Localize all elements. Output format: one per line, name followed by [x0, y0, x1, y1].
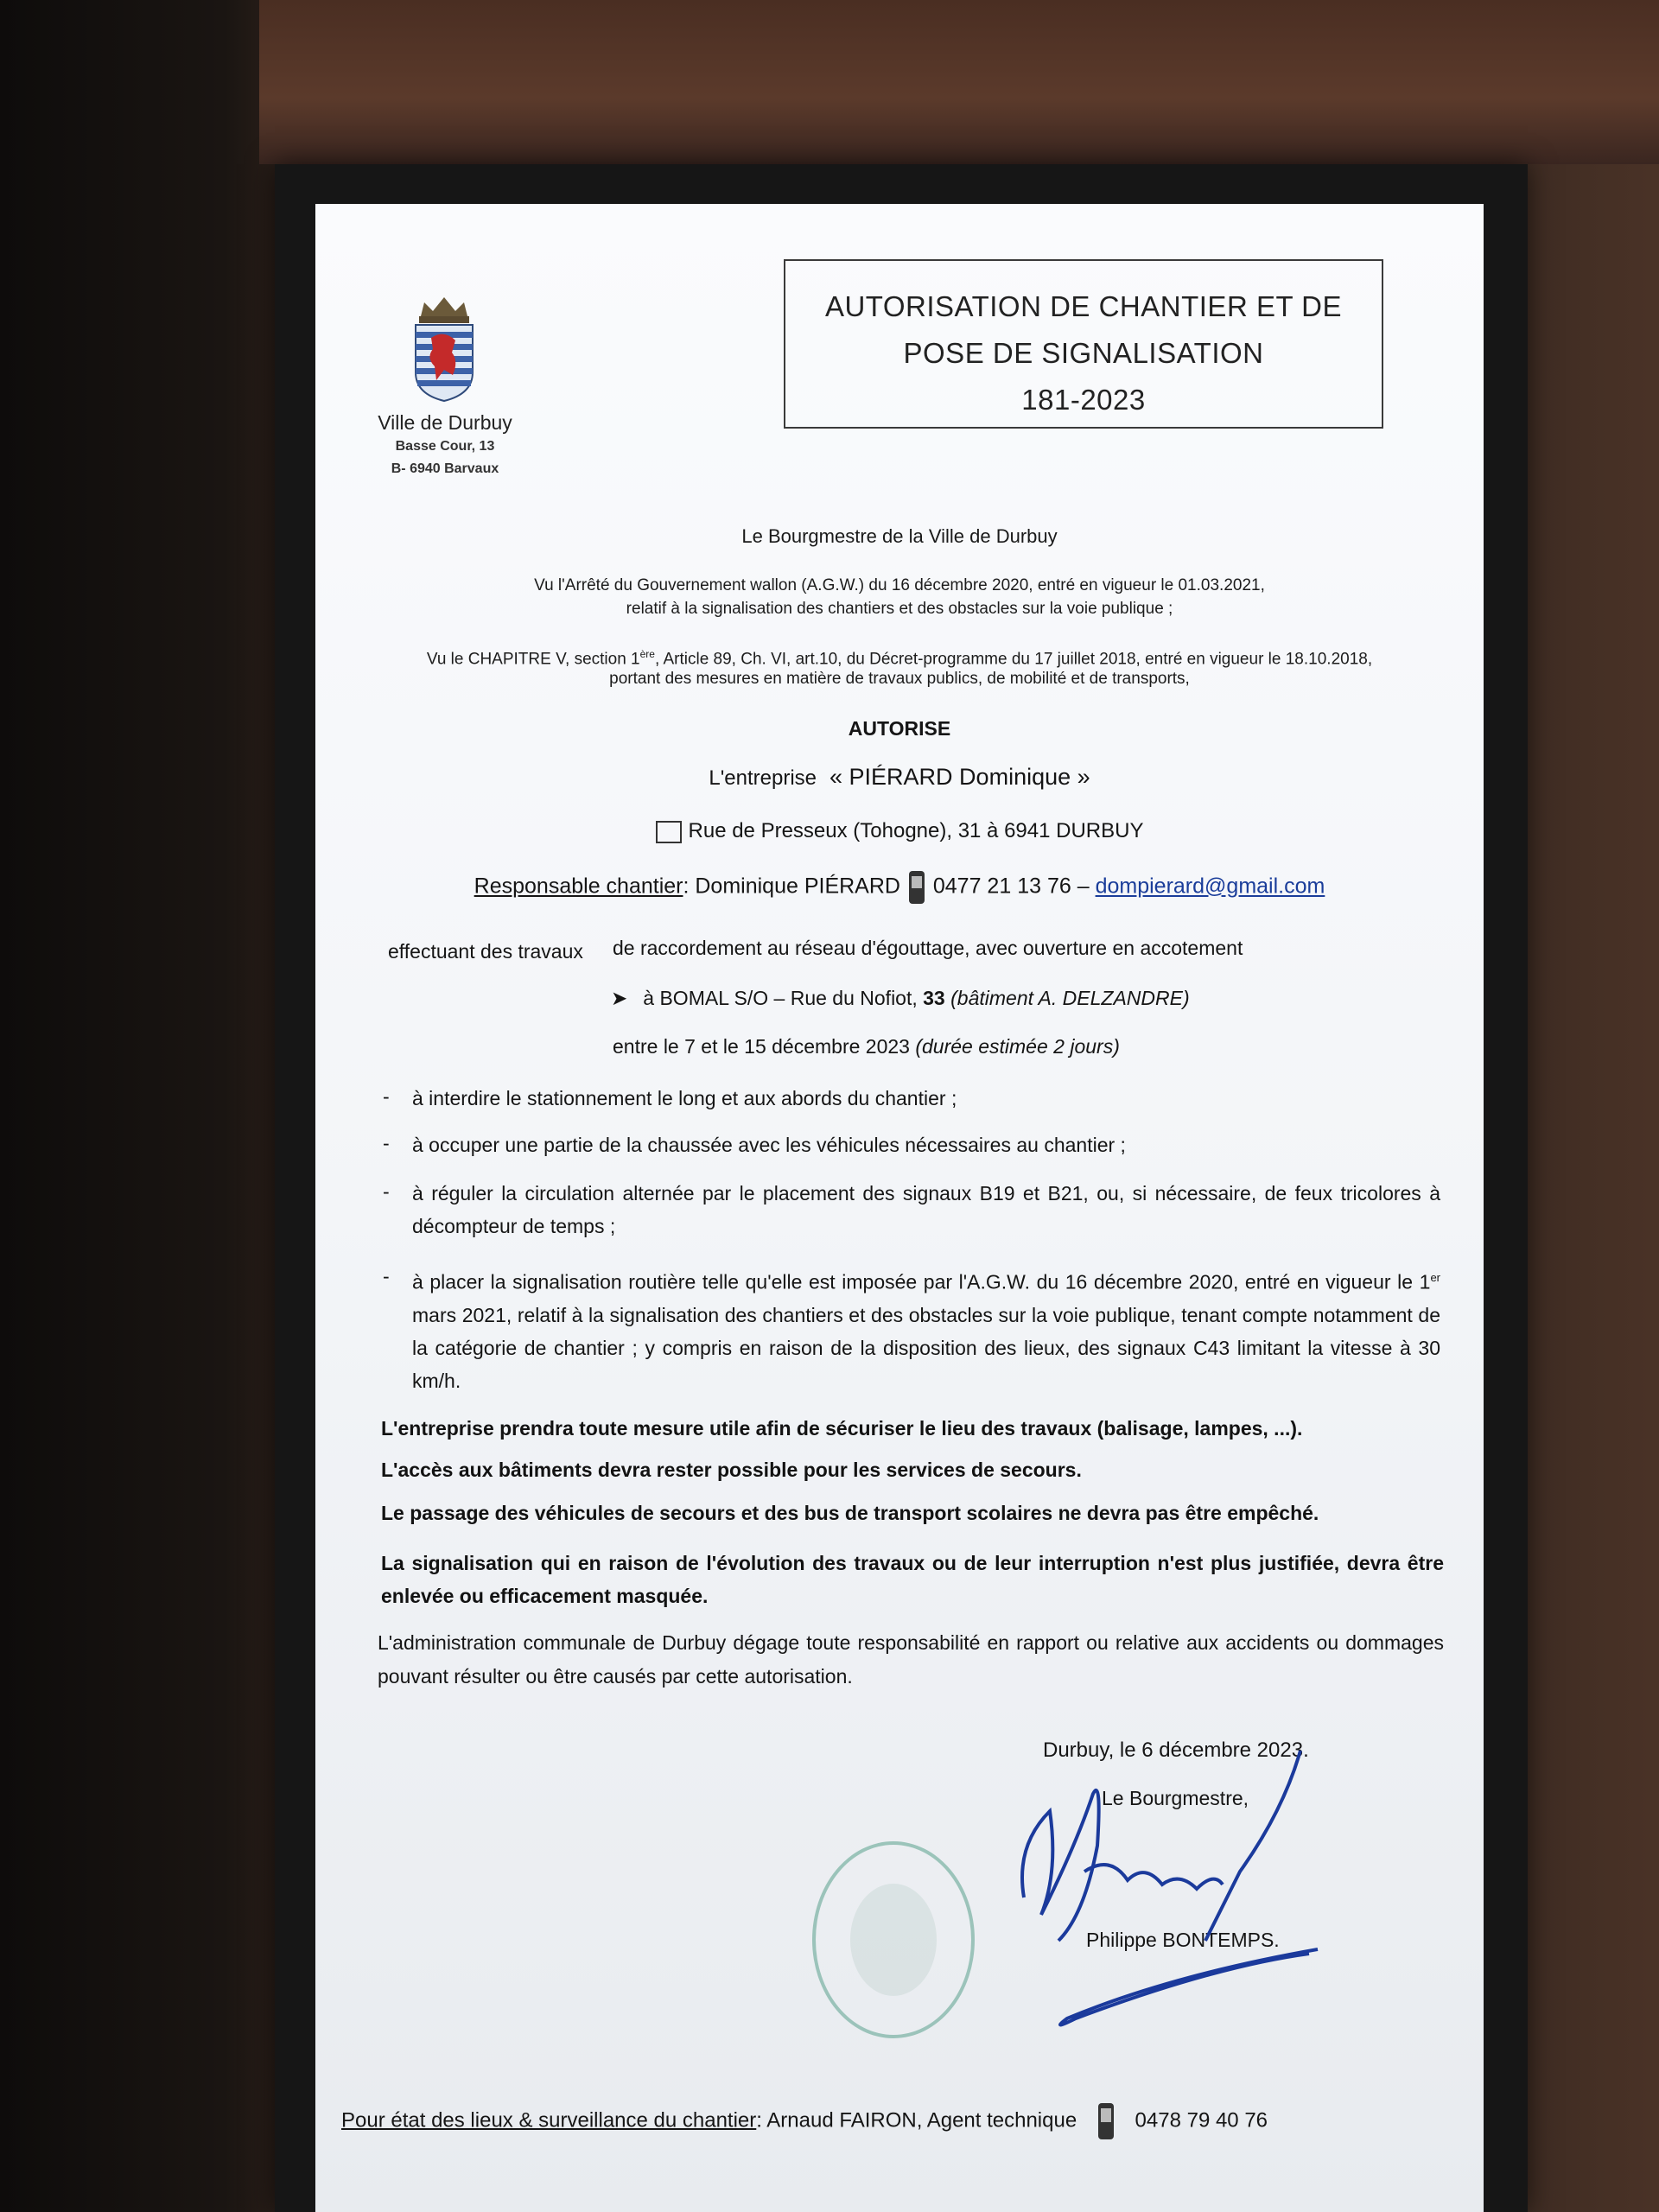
- city-name: Ville de Durbuy: [378, 411, 512, 434]
- condition-access: L'accès aux bâtiments devra rester possible pour les services de secours.: [381, 1459, 1082, 1481]
- company-address-line: Rue de Presseux (Tohogne), 31 à 6941 DURBUY: [315, 819, 1484, 843]
- background-wall: [259, 0, 1659, 164]
- title-line2: POSE DE SIGNALISATION: [903, 337, 1264, 369]
- site-manager-line: Responsable chantier: Dominique PIÉRARD 0477 21 13 76 – dompierard@gmail.com: [315, 868, 1484, 907]
- condition-passage: Le passage des véhicules de secours et des bus de transport scolaires ne devra pas être empêché.: [381, 1502, 1319, 1524]
- works-description: de raccordement au réseau d'égouttage, avec ouverture en accotement: [613, 937, 1243, 959]
- disclaimer: L'administration communale de Durbuy dégage toute responsabilité en rapport ou relative aux accidents ou dommages pouvant résulter ou être causés par cette autorisation.: [378, 1631, 1444, 1688]
- bullet-dash: -: [383, 1085, 390, 1108]
- company-line: L'entreprise « PIÉRARD Dominique »: [709, 764, 1090, 790]
- city-address-line2: B- 6940 Barvaux: [391, 461, 499, 476]
- autorise-heading: AUTORISE: [848, 717, 951, 740]
- bullet-traffic: à réguler la circulation alternée par le placement des signaux B19 et B21, ou, si nécessaire, de feux tricolores à décompteur de temps ;: [412, 1182, 1440, 1237]
- place-date: Durbuy, le 6 décembre 2023.: [1043, 1738, 1309, 1762]
- signatory-role: Le Bourgmestre,: [1102, 1787, 1249, 1809]
- city-address-line1: Basse Cour, 13: [395, 439, 495, 454]
- condition-safety: L'entreprise prendra toute mesure utile afin de sécuriser le lieu des travaux (balisage, lampes, ...).: [381, 1417, 1303, 1440]
- legal-basis-2-line1: Vu le CHAPITRE V, section 1ère, Article 89, Ch. VI, art.10, du Décret-programme du 17 juillet 2018, entré en vigueur le 18.10.2018,: [426, 648, 1373, 669]
- arrow-bullet-icon: ➤: [611, 987, 628, 1009]
- bullet-dash: -: [383, 1265, 390, 1287]
- bullet-dash: -: [383, 1180, 390, 1203]
- handwritten-signature: [955, 1742, 1387, 2036]
- signatory-name: Philippe BONTEMPS.: [1086, 1929, 1280, 1951]
- bullet-roadway: à occuper une partie de la chaussée avec les véhicules nécessaires au chantier ;: [412, 1134, 1126, 1156]
- document-title-box: [784, 259, 1383, 429]
- works-location: ➤ à BOMAL S/O – Rue du Nofiot, 33 (bâtiment A. DELZANDRE): [611, 987, 1190, 1009]
- footer-line: Pour état des lieux & surveillance du chantier: Arnaud FAIRON, Agent technique 0478 79 40 76: [341, 2100, 1268, 2143]
- bourgmestre-heading: Le Bourgmestre de la Ville de Durbuy: [741, 525, 1058, 547]
- title-line1: AUTORISATION DE CHANTIER ET DE: [824, 290, 1343, 322]
- phone-icon: [906, 868, 927, 907]
- coat-of-arms-logo: [405, 290, 483, 403]
- phone-icon: [1095, 2100, 1117, 2143]
- document-page: [315, 204, 1484, 2212]
- email-link[interactable]: dompierard@gmail.com: [1095, 874, 1325, 899]
- official-stamp: [812, 1841, 975, 2038]
- works-dates: entre le 7 et le 15 décembre 2023 (durée estimée 2 jours): [613, 1035, 1120, 1058]
- bullet-signage: à placer la signalisation routière telle qu'elle est imposée par l'A.G.W. du 16 décembre 2020, entré en vigueur le 1er mars 2021, relatif à la signalisation des chantiers et des obstacles sur la voie publique, tenant compte notamment de la catégorie de chantier ; y compris en raison de la disposition des lieux, des signaux C43 limitant la vitesse à 30 km/h.: [412, 1270, 1440, 1392]
- legal-basis-1-line2: relatif à la signalisation des chantiers et des obstacles sur la voie publique ;: [626, 600, 1173, 618]
- bullet-dash: -: [383, 1132, 390, 1154]
- works-label: effectuant des travaux: [388, 940, 583, 963]
- title-line3: 181-2023: [1021, 384, 1146, 416]
- company-name: « PIÉRARD Dominique »: [830, 764, 1090, 790]
- condition-removal: La signalisation qui en raison de l'évolution des travaux ou de leur interruption n'est plus justifiée, devra être enlevée ou efficacement masquée.: [381, 1552, 1444, 1607]
- mail-icon: [656, 821, 682, 843]
- legal-basis-1-line1: Vu l'Arrêté du Gouvernement wallon (A.G.W.) du 16 décembre 2020, entré en vigueur le 01.03.2021,: [534, 576, 1265, 594]
- legal-basis-2-line2: portant des mesures en matière de travaux publics, de mobilité et de transports,: [609, 670, 1190, 688]
- bullet-parking: à interdire le stationnement le long et aux abords du chantier ;: [412, 1087, 957, 1109]
